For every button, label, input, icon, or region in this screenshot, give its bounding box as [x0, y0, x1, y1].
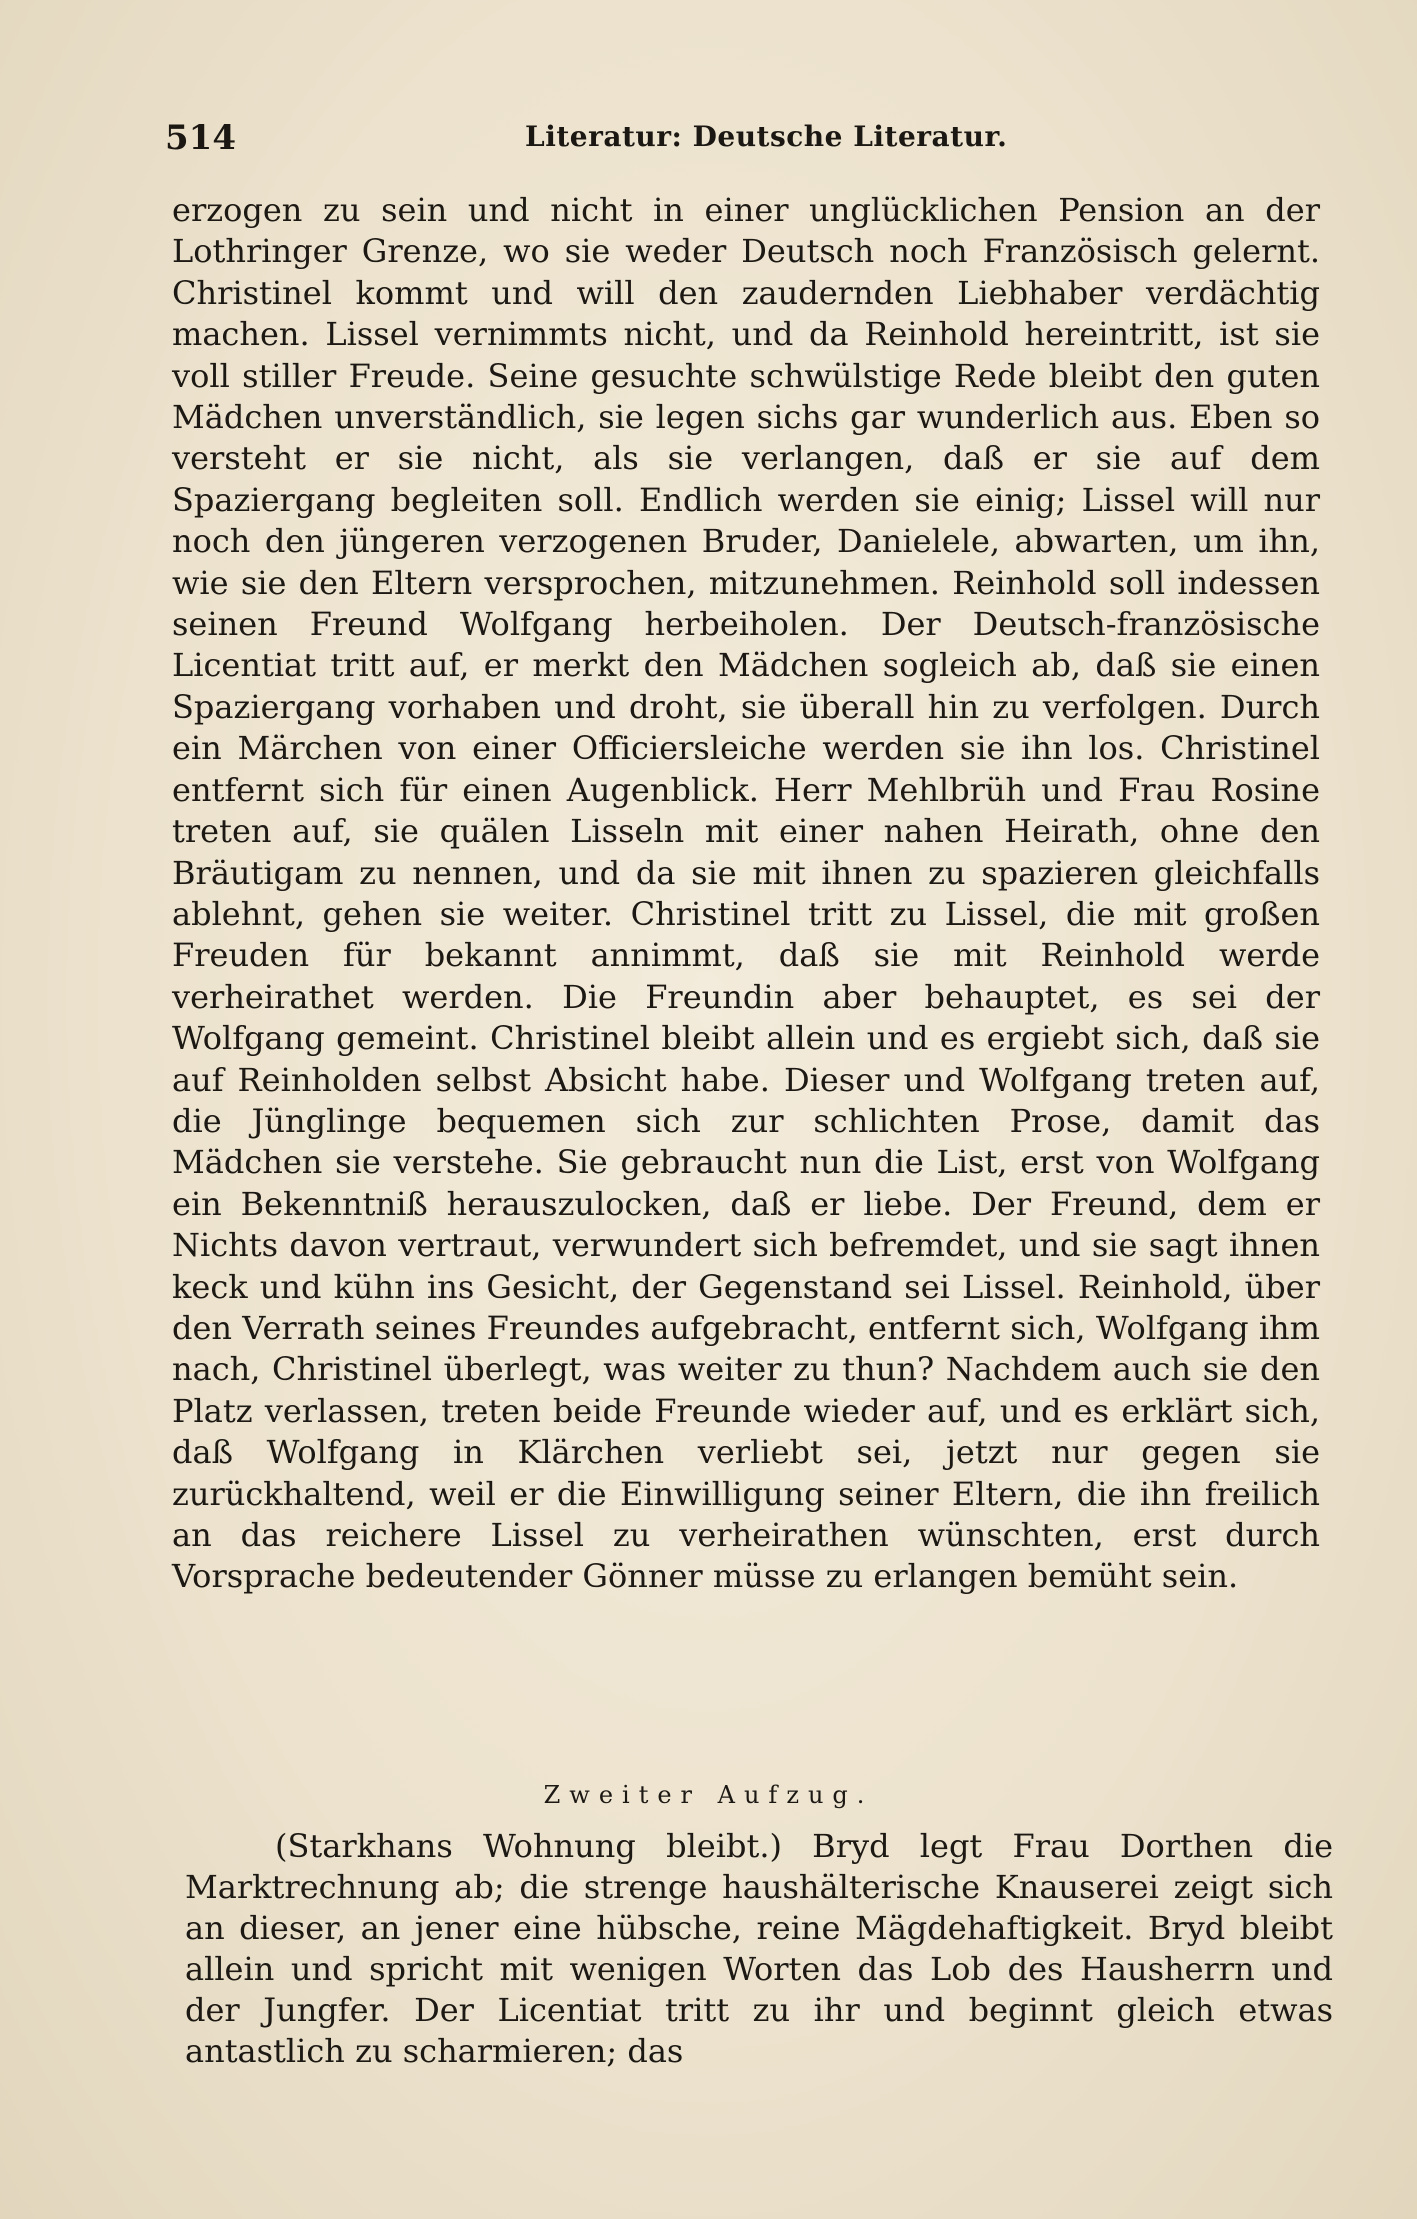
page-number: 514 — [165, 118, 236, 158]
section-heading: Zweiter Aufzug. — [543, 1781, 874, 1809]
running-head: Literatur: Deutsche Literatur. — [525, 120, 1008, 153]
body-paragraph-2 — [185, 1826, 1333, 2072]
page-header — [165, 118, 1315, 168]
paragraph-text: (Starkhans Wohnung bleibt.) Bryd legt Frau Dorthen die Marktrechnung ab; die strenge haushälterische Knauserei zeigt sich an dieser, an jener eine hübsche, reine Mägdehaftigkeit. Bryd bleibt allein und spricht mit wenigen Worten das Lob des Hausherrn und der Jungfer. Der Licentiat tritt zu ihr und beginnt gleich etwas antastlich zu scharmieren; das — [185, 1827, 1333, 2070]
paragraph-text: erzogen zu sein und nicht in einer unglücklichen Pension an der Lothringer Grenze, wo sie weder Deutsch noch Französisch gelernt. Christinel kommt und will den zaudernden Liebhaber verdächtig machen. Lissel vernimmts nicht, und da Reinhold hereintritt, ist sie voll stiller Freude. Seine gesuchte schwülstige Rede bleibt den guten Mädchen unverständlich, sie legen sichs gar wunderlich aus. Eben so versteht er sie nicht, als sie verlangen, daß er sie auf dem Spaziergang begleiten soll. Endlich werden sie einig; Lissel will nur noch den jüngeren verzogenen Bruder, Danielele, abwarten, um ihn, wie sie den Eltern versprochen, mitzunehmen. Reinhold soll indessen seinen Freund Wolfgang herbeiholen. Der Deutsch-französische Licentiat tritt auf, er merkt den Mädchen sogleich ab, daß sie einen Spaziergang vorhaben und droht, sie überall hin zu verfolgen. Durch ein Märchen von einer Officiersleiche werden sie ihn los. Christinel entfernt sich für einen Augenblick. Herr Mehlbrüh und Frau Rosine treten auf, sie quälen Lisseln mit einer nahen Heirath, ohne den Bräutigam zu nennen, und da sie mit ihnen zu spazieren gleichfalls ablehnt, gehen sie weiter. Christinel tritt zu Lissel, die mit großen Freuden für bekannt annimmt, daß sie mit Reinhold werde verheirathet werden. Die Freundin aber behauptet, es sei der Wolfgang gemeint. Christinel bleibt allein und es ergiebt sich, daß sie auf Reinholden selbst Absicht habe. Dieser und Wolfgang treten auf, die Jünglinge bequemen sich zur schlichten Prose, damit das Mädchen sie verstehe. Sie gebraucht nun die List, erst von Wolfgang ein Bekenntniß herauszulocken, daß er liebe. Der Freund, dem er Nichts davon vertraut, verwundert sich befremdet, und sie sagt ihnen keck und kühn ins Gesicht, der Gegenstand sei Lissel. Reinhold, über den Verrath seines Freundes aufgebracht, entfernt sich, Wolfgang ihm nach, Christinel überlegt, was weiter zu thun? Nachdem auch sie den Platz verlassen, treten beide Freunde wieder auf, und es erklärt sich, daß Wolfgang in Klärchen verliebt sei, jetzt nur gegen sie zurückhaltend, weil er die Einwilligung seiner Eltern, die ihn freilich an das reichere Lissel zu verheirathen wünschten, erst durch Vorsprache bedeutender Gönner müsse zu erlangen bemüht sein. — [172, 191, 1320, 1596]
body-paragraph-1 — [172, 190, 1320, 1598]
